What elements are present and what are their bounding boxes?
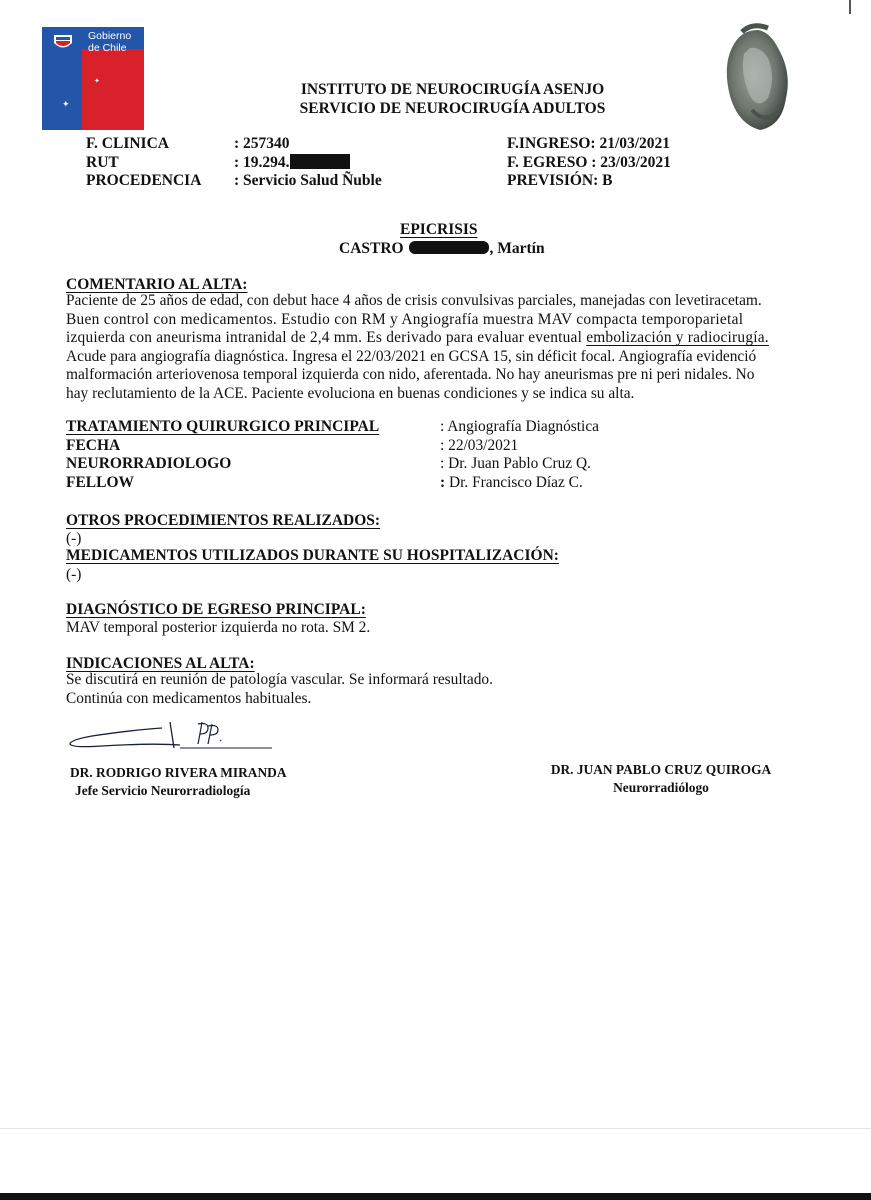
rut-value: : 19.294. [234,153,290,171]
patient-surname: CASTRO [339,240,404,257]
document-title: EPICRISIS [400,221,478,238]
name-separator: , [489,240,498,257]
scan-mark [849,0,851,14]
patient-info-labels [86,135,201,191]
star-icon: ✦ [94,77,100,85]
indicaciones-heading: INDICACIONES AL ALTA: [66,655,255,672]
diagnostico-value: MAV temporal posterior izquierda no rota. SM 2. [66,619,371,636]
fellow-colon: : [440,473,446,491]
logo-line1: Gobierno [88,30,132,42]
fecha-egreso: F. EGRESO : 23/03/2021 [507,153,671,171]
institute-emblem-icon [712,14,794,138]
rut-label: RUT [86,153,119,171]
handwritten-signature [62,718,277,754]
otros-value: (-) [66,530,82,547]
service-name: SERVICIO DE NEUROCIRUGÍA ADULTOS [299,100,606,117]
scan-fold-line [0,1128,871,1129]
patient-name [339,240,545,258]
comentario-line: Acude para angiografía diagnóstica. Ingresa el 22/03/2021 en GCSA 15, sin déficit focal. Angiografía evidenció [66,347,757,365]
comentario-line: hay reclutamiento de la ACE. Paciente evoluciona en buenas condiciones y se indica su alta. [66,384,635,402]
fecha-value: : 22/03/2021 [440,436,519,454]
signature-left [70,764,287,800]
prevision: PREVISIÓN: B [507,172,613,189]
medicamentos-heading: MEDICAMENTOS UTILIZADOS DURANTE SU HOSPITALIZACIÓN: [66,547,559,564]
comentario-line: malformación arteriovenosa temporal izquierda con nido, aferentada. No hay aneurismas pre ni peri nidales. No [66,366,755,383]
neurorradiologo-value: : Dr. Juan Pablo Cruz Q. [440,455,591,472]
indicaciones-line: Continúa con medicamentos habituales. [66,689,312,707]
comentario-line [66,329,786,348]
medicamentos-value: (-) [66,566,82,583]
institution-header [0,80,871,118]
fecha-ingreso: F.INGRESO: 21/03/2021 [507,135,671,152]
tratamiento-labels [66,418,379,492]
signer-name-right: DR. JUAN PABLO CRUZ QUIROGA [550,762,772,777]
fellow-value: Dr. Francisco Díaz C. [445,473,583,491]
otros-heading: OTROS PROCEDIMIENTOS REALIZADOS: [66,512,381,529]
neurorradiologo-label: NEURORRADIOLOGO [66,455,232,472]
logo-text [88,30,131,54]
signer-role-left: Jefe Servicio Neurorradiología [75,783,251,798]
fecha-label: FECHA [66,436,121,454]
comentario-line: Paciente de 25 años de edad, con debut hace 4 años de crisis convulsivas parciales, manejadas con levetiracetam. [66,292,762,309]
procedencia-value: : Servicio Salud Ñuble [234,172,382,189]
star-icon: ✦ [62,99,70,109]
comentario-underlined-text: embolización y radiocirugía. [586,329,769,346]
name-redaction [409,241,489,254]
rut-redaction [290,154,350,169]
fellow-row [440,474,599,493]
procedimiento-value: : Angiografía Diagnóstica [440,418,599,435]
logo-line2: de Chile [88,42,127,54]
comentario-heading: COMENTARIO AL ALTA: [66,276,248,293]
fellow-label: FELLOW [66,473,135,491]
signature-right [543,761,779,797]
tratamiento-values [440,418,599,492]
coat-of-arms-icon [50,31,76,53]
institution-name: INSTITUTO DE NEUROCIRUGÍA ASENJO [300,81,605,98]
scan-bottom-edge [0,1193,871,1200]
comentario-line: Buen control con medicamentos. Estudio con RM y Angiografía muestra MAV compacta temporoparietal [66,310,744,328]
diagnostico-heading: DIAGNÓSTICO DE EGRESO PRINCIPAL: [66,601,366,618]
f-clinica-value: : 257340 [234,135,290,152]
signer-role-right: Neurorradiólogo [613,780,709,795]
comentario-text [66,292,786,403]
procedencia-label: PROCEDENCIA [86,172,202,189]
comentario-text-span: izquierda con aneurisma intranidal de 2,4 mm. Es derivado para evaluar eventual [66,329,583,346]
patient-info-values [234,135,382,191]
rut-row [234,154,382,173]
patient-given-name: Martín [497,240,545,257]
signer-name-left: DR. RODRIGO RIVERA MIRANDA [70,765,287,780]
tratamiento-heading: TRATAMIENTO QUIRURGICO PRINCIPAL [66,418,380,435]
admission-info [507,135,671,191]
indicaciones-text [66,671,493,708]
indicaciones-line: Se discutirá en reunión de patología vascular. Se informará resultado. [66,671,493,688]
f-clinica-label: F. CLINICA [86,135,169,152]
